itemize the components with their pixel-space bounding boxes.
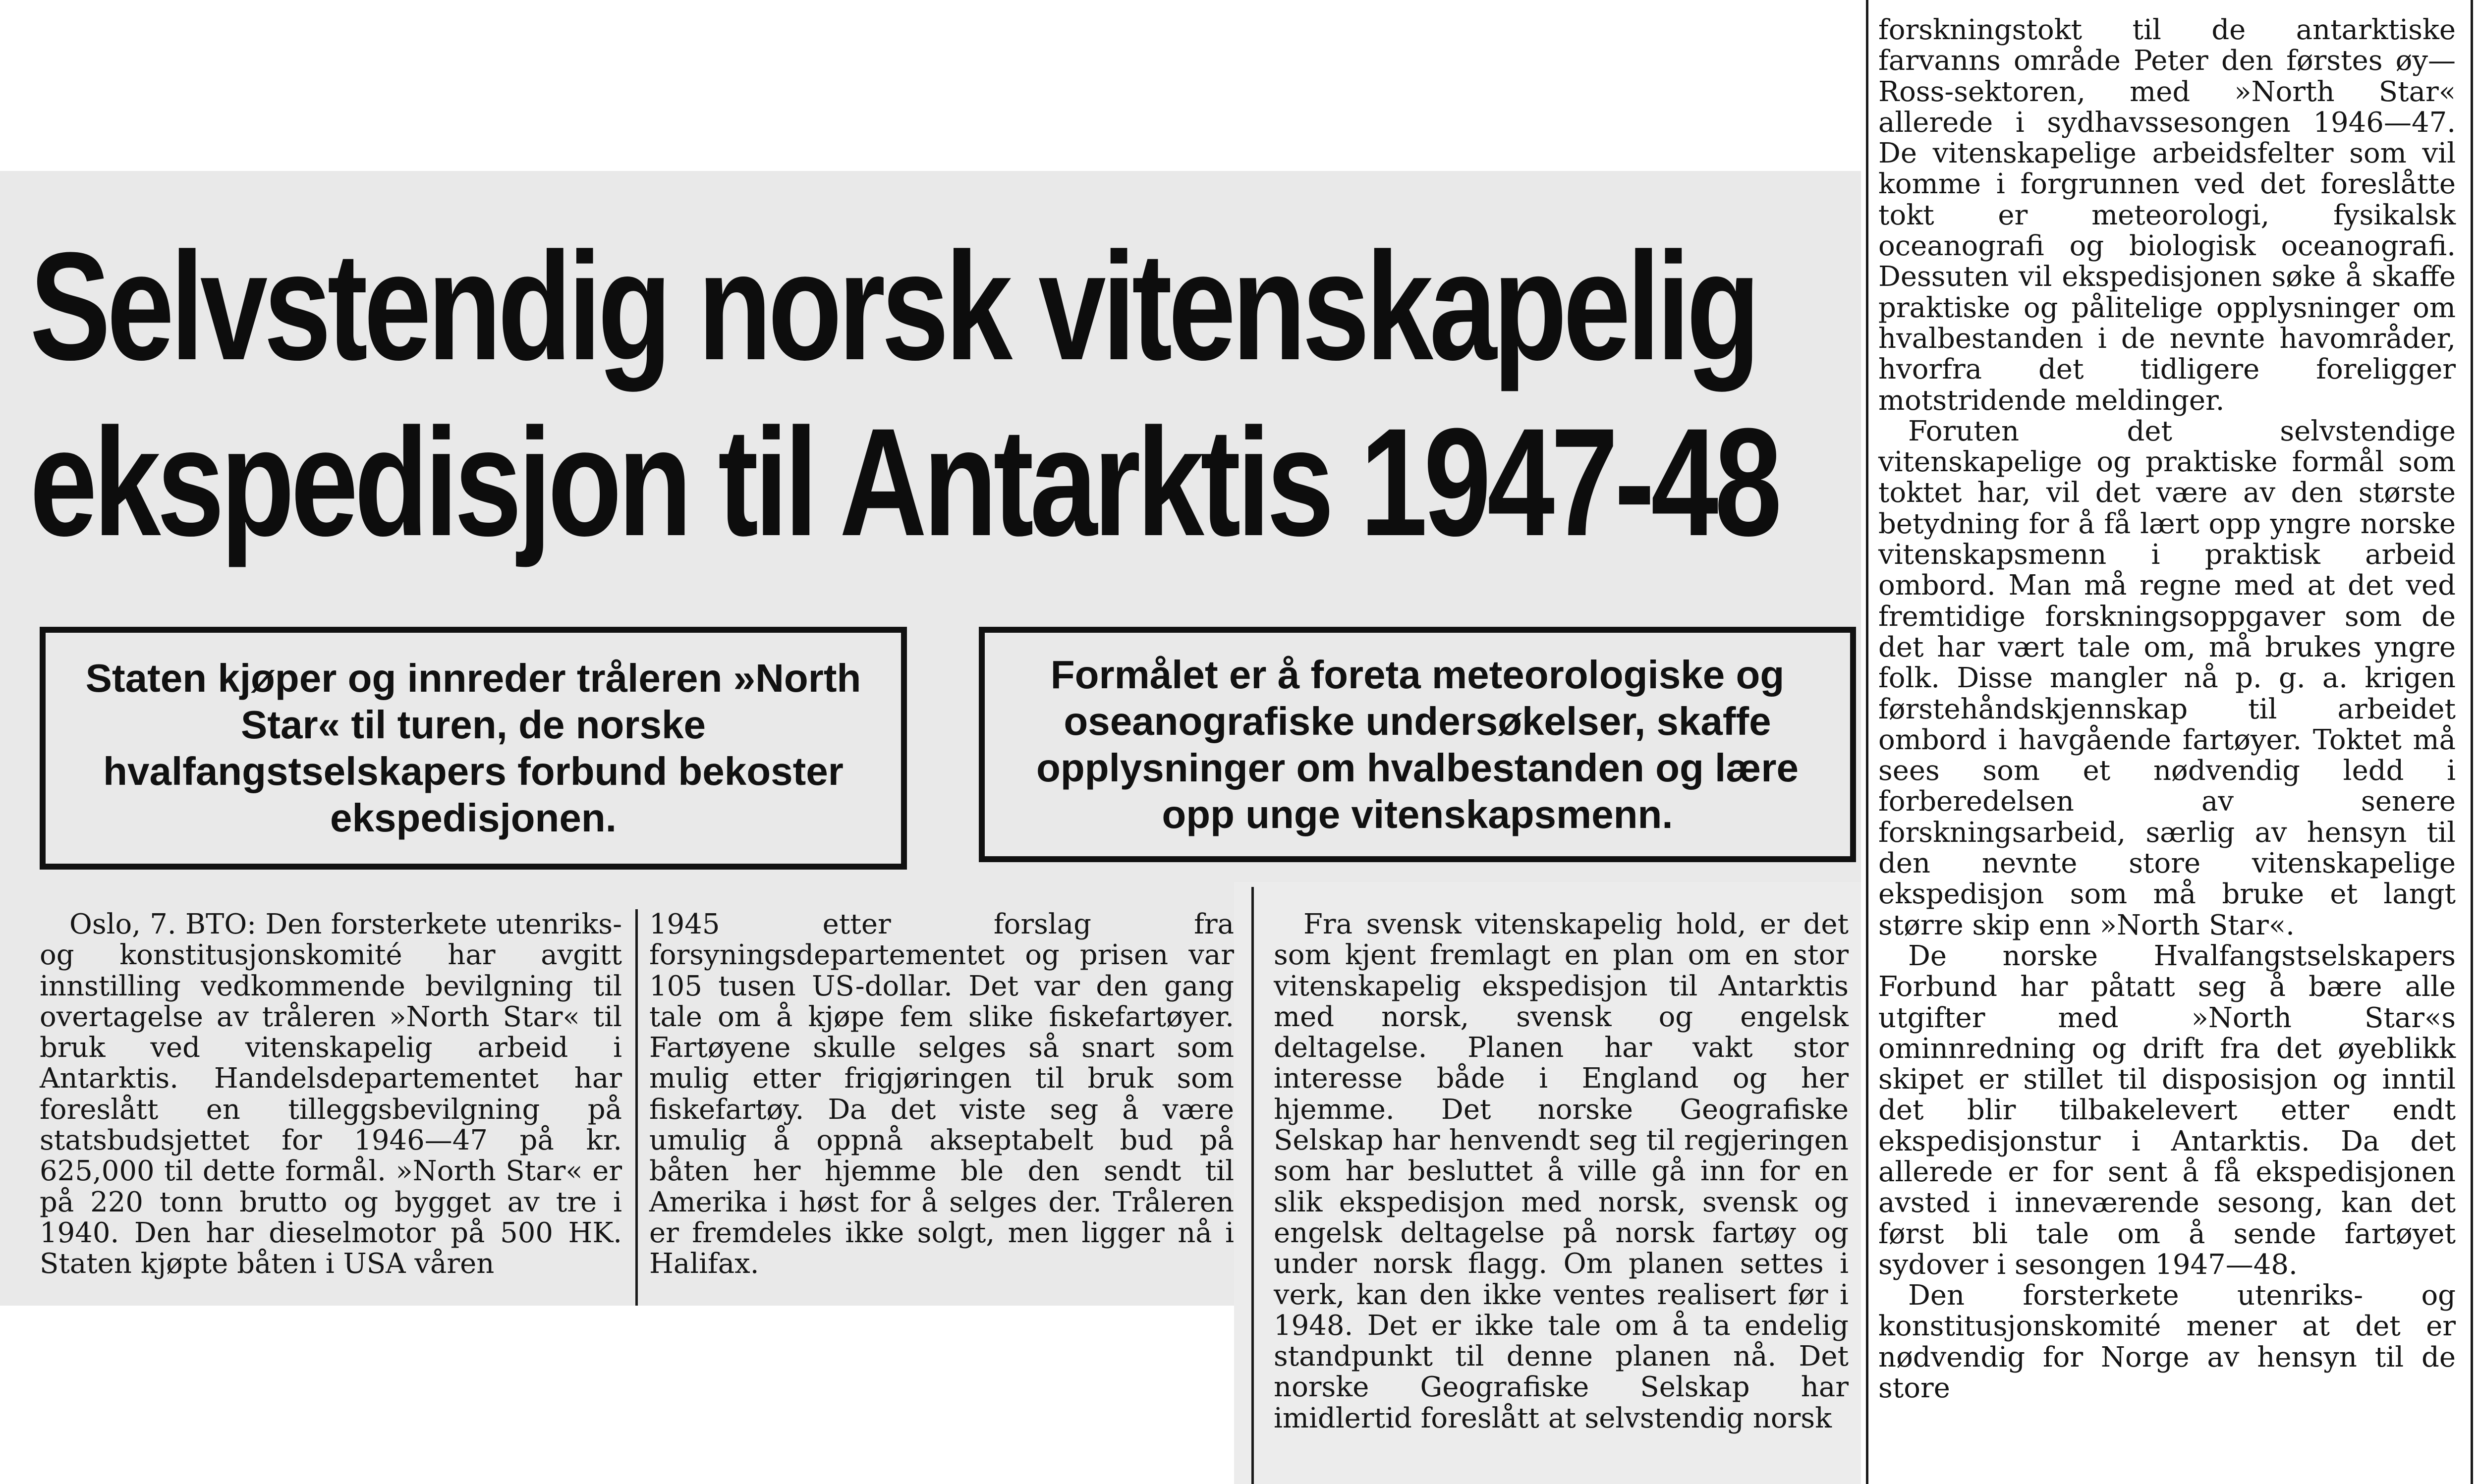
article-column-4 [1878,15,2456,1404]
article-column-2 [649,909,1234,1280]
column-rule-2 [1251,887,1254,1484]
column-4-para-4: Den forsterkete utenriks- og konstitusjonskomité mener at det er nødvendig for Norge av hensyn til de store [1878,1279,2456,1405]
deck-box-left [40,627,907,870]
column-4-para-1: forskningstokt til de antarktiske farvanns område Peter den førstes øy—Ross-sektoren, med »North Star« allerede i sydhavssesongen 1946—47. De vitenskapelige arbeidsfelter som vil komme i forgrunnen ved det foreslåtte tokt er meteorologi, fysikalsk oceanografi og biologisk oceanografi. Dessuten vil ekspedisjonen søke å skaffe praktiske og pålitelige opplysninger om hvalbestanden i de nevnte havområder, hvorfra det tidligere foreligger motstridende meldinger. [1878,14,2456,417]
column-3-text: Fra svensk vitenskapelig hold, er det som kjent fremlagt en plan om en stor vitenskapelig ekspedisjon til Antarktis med norsk, svensk og engelsk deltagelse. Planen har vakt stor interesse både i England og her hjemme. Det norske Geografiske Selskap har henvendt seg til regjeringen som har besluttet å ville gå inn for en slik ekspedisjon med norsk, svensk og engelsk deltagelse på norsk fartøy og under norsk flagg. Om planen settes i verk, kan den ikke ventes realisert før i 1948. Det er ikke tale om å ta endelig standpunkt til denne planen nå. Det norske Geografiske Selskap har imidlertid foreslått at selvstendig norsk [1274,908,1849,1434]
article-column-1 [40,909,622,1280]
article-column-3 [1274,909,1849,1434]
column-4-para-2: Foruten det selvstendige vitenskapelige og praktiske formål som toktet har, vil det være av den største betydning for å få lært opp yngre norske vitenskapsmenn i praktisk arbeid ombord. Man må regne med at det ved fremtidige forskningsoppgaver som de det har vært tale om, må brukes yngre folk. Disse mangler nå p. g. a. krigen førstehåndskjennskap til arbeidet ombord i havgående fartøyer. Toktet må sees som et nødvendig ledd i forberedelsen av senere forskningsarbeid, særlig av hensyn til den nevnte store vitenskapelige ekspedisjon som må bruke et langt større skip enn »North Star«. [1878,415,2456,941]
headline-line-1: Selvstendig norsk vitenskapelig [30,220,1757,392]
column-4-para-3: De norske Hvalfangstselskapers Forbund har påtatt seg å bære alle utgifter med »North Star«s ominnredning og drift fra det øyeblikk skipet er stillet til disposisjon og inntil det blir tilbakelevert etter endt ekspedisjonstur i Antarktis. Da det allerede er for sent å få ekspedisjonen avsted i inneværende sesong, kan det først bli tale om å sende fartøyet sydover i sesongen 1947—48. [1878,939,2456,1281]
column-2-text: 1945 etter forslag fra forsyningsdepartementet og prisen var 105 tusen US-dollar. Det var den gang tale om å kjøpe fem slike fiskefartøyer. Fartøyene skulle selges så snart som mulig etter frigjøringen til bruk som fiskefartøy. Da det viste seg å være umulig å oppnå akseptabelt bud på båten her hjemme ble den sendt til Amerika i høst for å selges der. Tråleren er fremdeles ikke solgt, men ligger nå i Halifax. [649,908,1234,1280]
headline [30,218,1778,570]
deck-text-right: Formålet er å foreta meteorologiske og oseanografiske undersøkelser, skaffe opplysninger om hvalbestanden og lære opp unge vitenskapsmenn. [1036,652,1799,836]
deck-box-right [979,627,1856,862]
column-rule-3 [1866,0,1868,1484]
deck-text-left: Staten kjøper og innreder tråleren »North Star« til turen, de norske hvalfangstselskapers forbund bekoster ekspedisjonen. [85,656,861,840]
headline-line-2: ekspedisjon til Antarktis 1947-48 [30,396,1778,568]
column-rule-4 [2471,0,2473,1484]
column-rule-1 [635,909,638,1306]
column-1-text: Oslo, 7. BTO: Den forsterkete utenriks- og konstitusjonskomité har avgitt innstilling vedkommende bevilgning til overtagelse av tråleren »North Star« til bruk ved vitenskapelig arbeid i Antarktis. Handelsdepartementet har foreslått en tilleggsbevilgning på statsbudsjettet for 1946—47 på kr. 625,000 til dette formål. »North Star« er på 220 tonn brutto og bygget av tre i 1940. Den har dieselmotor på 500 HK. Staten kjøpte båten i USA våren [40,908,622,1280]
